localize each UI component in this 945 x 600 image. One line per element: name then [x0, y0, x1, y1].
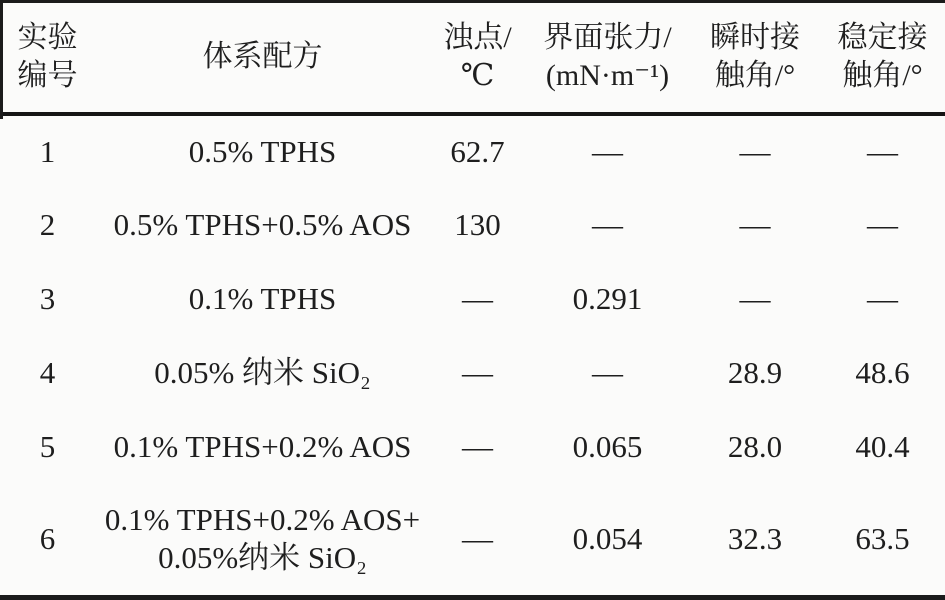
cell-stable-contact-angle: —: [867, 133, 898, 169]
col-header-experiment-id: [0, 2, 95, 114]
cell-cloud-point: —: [462, 280, 493, 316]
cell-formula: 0.5% TPHS+0.5% AOS: [113, 206, 412, 242]
cell-experiment-id: 5: [39, 428, 56, 464]
cell-experiment-id: 1: [39, 133, 56, 169]
cell-stable-contact-angle: —: [867, 280, 898, 316]
cell-interfacial-tension: —: [592, 354, 623, 390]
cell-formula: 0.1% TPHS+0.2% AOS: [113, 428, 412, 464]
header-line: 瞬时接: [710, 21, 800, 55]
cell-cloud-point: 130: [454, 206, 501, 242]
header-line: ℃: [460, 59, 495, 93]
cell-stable-contact-angle: —: [867, 206, 898, 242]
table-row: [0, 114, 945, 188]
cell-stable-contact-angle: 63.5: [855, 521, 910, 557]
table-header-row: [0, 2, 945, 114]
header-line: 浊点/: [443, 21, 512, 55]
formula-line: 0.1% TPHS+0.2% AOS+: [104, 502, 421, 538]
header-line: (mN·m⁻¹): [545, 59, 670, 93]
cell-cloud-point: 62.7: [450, 133, 505, 169]
cell-instant-contact-angle: 28.9: [727, 354, 783, 390]
header-line: 编号: [17, 59, 78, 93]
cell-formula: 0.1% TPHS: [188, 280, 337, 316]
cell-instant-contact-angle: —: [739, 280, 771, 316]
cell-formula: 0.5% TPHS: [188, 133, 337, 169]
header-line: 实验: [17, 21, 78, 55]
cell-formula: [95, 484, 430, 598]
col-header-stable-contact-angle: [820, 2, 945, 114]
cell-instant-contact-angle: 32.3: [727, 521, 783, 557]
cell-stable-contact-angle: 40.4: [855, 428, 910, 464]
cell-interfacial-tension: 0.291: [572, 280, 643, 316]
cell-cloud-point: —: [462, 428, 493, 464]
header-line: 界面张力/: [543, 21, 672, 55]
col-header-formula: [95, 2, 430, 114]
table-row: [0, 336, 945, 410]
formula-line: 0.05%纳米 SiO₂: [158, 540, 367, 576]
cell-instant-contact-angle: —: [739, 133, 771, 169]
cell-interfacial-tension: —: [592, 206, 623, 242]
cell-formula: 0.05% 纳米 SiO₂: [154, 354, 371, 390]
cell-instant-contact-angle: 28.0: [727, 428, 783, 464]
header-line: 触角/°: [714, 59, 796, 93]
col-header-instant-contact-angle: [690, 2, 820, 114]
col-header-cloud-point: [430, 2, 525, 114]
cell-experiment-id: 3: [39, 280, 56, 316]
cell-cloud-point: —: [462, 521, 493, 557]
table-row: [0, 188, 945, 262]
header-line: 稳定接: [837, 21, 928, 55]
table-row: [0, 262, 945, 336]
table-row: [0, 410, 945, 484]
col-header-interfacial-tension: [525, 2, 690, 114]
cell-interfacial-tension: 0.054: [572, 521, 643, 557]
cell-interfacial-tension: 0.065: [572, 428, 643, 464]
scan-edge-line: [0, 0, 3, 119]
header-line: 体系配方: [202, 40, 323, 74]
cell-instant-contact-angle: —: [739, 206, 771, 242]
cell-experiment-id: 2: [39, 206, 56, 242]
cell-cloud-point: —: [462, 354, 493, 390]
table-row: [0, 484, 945, 598]
cell-stable-contact-angle: 48.6: [855, 354, 910, 390]
cell-experiment-id: 4: [39, 354, 56, 390]
cell-interfacial-tension: —: [592, 133, 623, 169]
header-line: 触角/°: [842, 59, 923, 93]
cell-experiment-id: 6: [39, 521, 56, 557]
